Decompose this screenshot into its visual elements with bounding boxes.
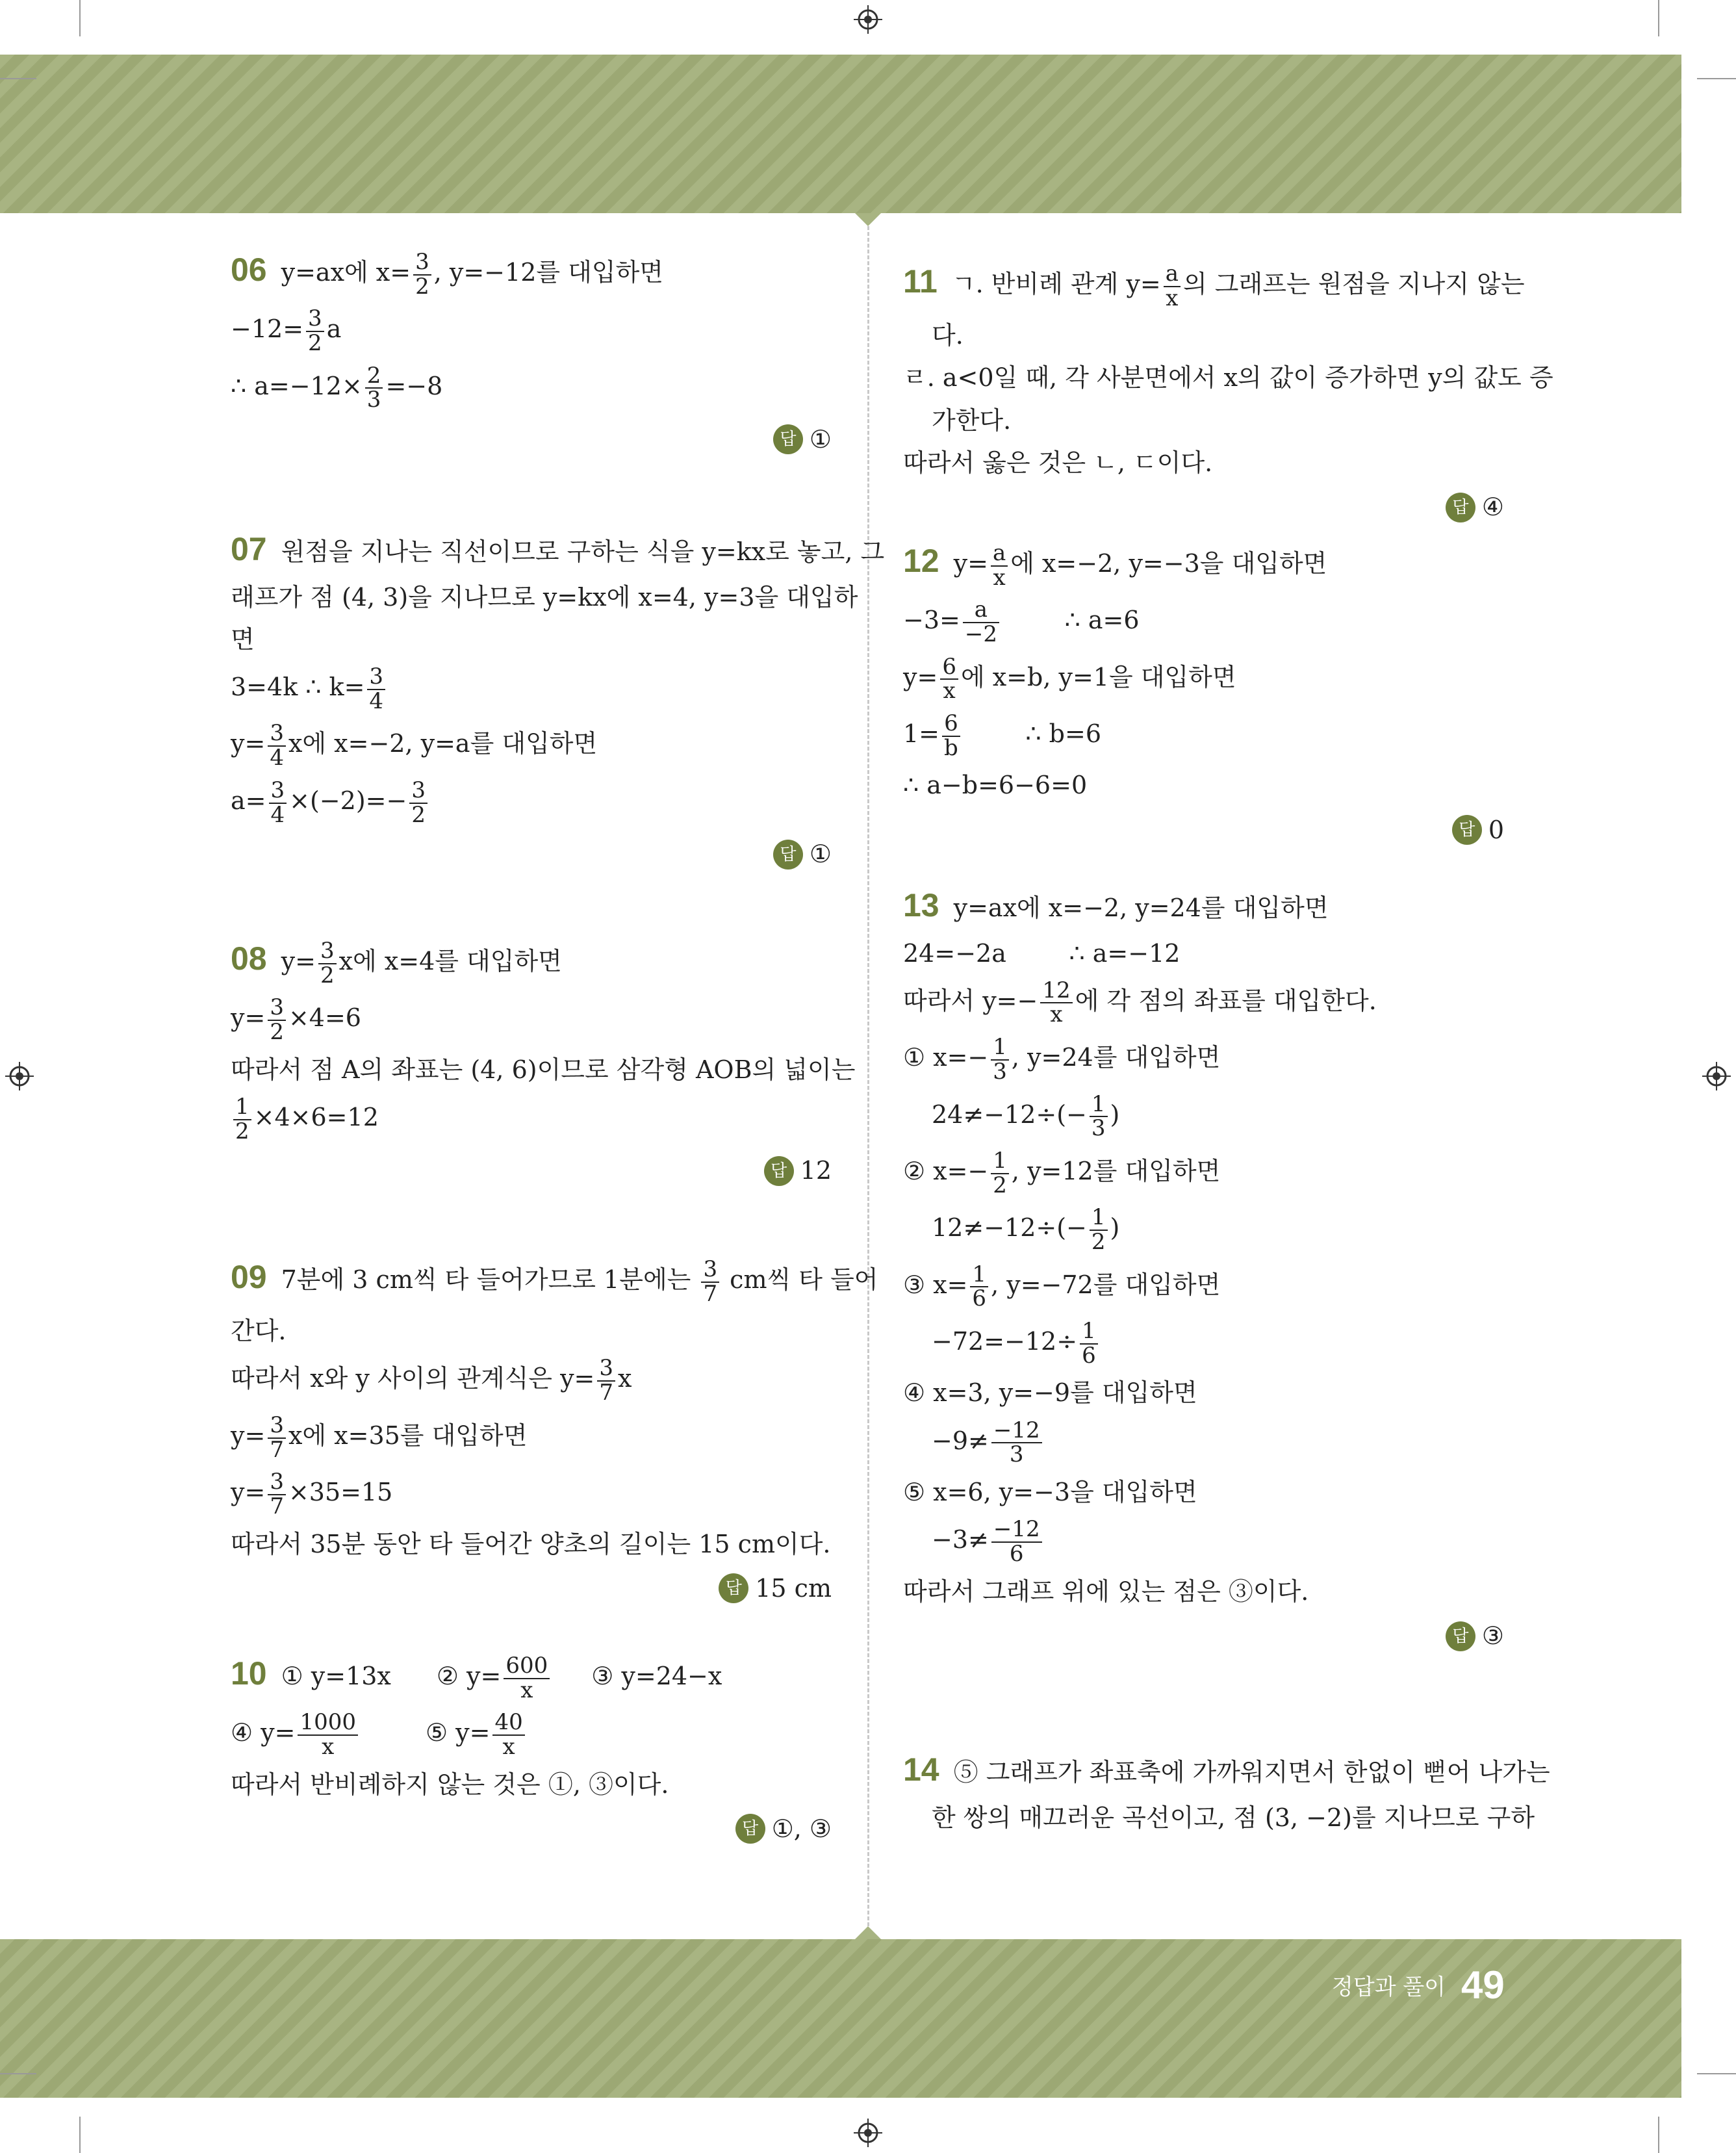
choice-line [903,1263,1504,1311]
fraction [991,1518,1042,1566]
text: x에 x=−2, y=a를 대입하면 [288,729,598,758]
problem-06 [231,248,832,482]
text: y= [903,662,938,691]
answer-text: ① [809,840,832,869]
denominator: 4 [270,745,284,771]
text: y=ax에 x=−2, y=24를 대입하면 [953,894,1329,922]
text: ∴ a=6 [1001,606,1140,635]
text: y=ax에 x= [281,258,411,287]
fraction [409,779,428,827]
numerator: 2 [365,365,383,389]
problem-line: 한 쌍의 매끄러운 곡선이고, 점 (3, −2)를 지나므로 구하 [932,1803,1535,1832]
problem-number: 14 [903,1751,939,1788]
problem-number: 07 [231,531,267,567]
denominator: b [944,734,958,761]
denominator: 4 [369,688,384,714]
denominator: x [322,1733,335,1760]
fraction [504,1652,550,1703]
numerator: 40 [492,1711,524,1736]
answer-row [231,1152,832,1187]
text: cm씩 타 들어 [722,1265,878,1294]
fraction [1080,1320,1098,1367]
denominator: 2 [415,273,429,300]
problem-line [231,1652,832,1702]
problem-12 [903,539,1504,845]
text: ) [1110,1213,1120,1243]
left-column [231,248,885,1860]
denominator: 7 [270,1493,284,1519]
problem-14 [903,1748,1550,1835]
numerator: −12 [991,1419,1042,1444]
choice-result [903,1518,1504,1566]
answer-text: ④ [1481,493,1504,522]
answer-text: ① [809,424,832,454]
problem-line [903,599,1504,646]
denominator: 2 [235,1118,249,1144]
problem-line [231,307,832,355]
answer-row [231,421,832,456]
denominator: 2 [1091,1228,1106,1255]
text: y= [953,549,988,578]
problem-line [231,528,885,572]
denominator: 6 [1082,1342,1096,1369]
option: ④ y= [231,1718,296,1747]
fraction [268,1471,286,1518]
problem-line [903,539,1504,589]
problem-10 [231,1652,832,1860]
numerator: 3 [413,251,431,276]
text: −72=−12÷ [932,1327,1078,1356]
numerator: a [991,542,1008,567]
denominator: −2 [964,621,997,647]
denominator: 2 [993,1172,1007,1198]
answer-text: 12 [800,1156,832,1185]
text: ∴ a=−12× [231,371,363,400]
problem-line [903,1748,1550,1792]
denominator: 7 [599,1380,614,1406]
text: x에 x=4를 대입하면 [338,947,562,975]
denominator: 3 [1009,1441,1024,1468]
answer-badge: 답 [764,1156,794,1186]
text: ×4=6 [288,1003,361,1033]
problem-number: 11 [903,263,938,300]
answer-badge: 답 [719,1573,748,1603]
denominator: x [1050,1001,1063,1028]
text: 3=4k ∴ k= [231,673,365,702]
crop-mark [79,2117,81,2153]
crop-mark [79,0,81,36]
numerator: 3 [306,307,324,332]
choice-result [903,1206,1504,1254]
crop-mark [1658,2117,1659,2153]
problem-line [231,1357,832,1404]
text: −12= [231,315,304,344]
problem-line: 24=−2a ∴ a=−12 [903,938,1181,968]
crop-mark [0,2073,36,2074]
fraction [991,1147,1009,1198]
answer-row [231,836,832,871]
problem-line: 간다. [231,1317,287,1346]
top-band-notch [855,213,881,226]
text: y= [281,947,316,975]
problem-line: ㄹ. a<0일 때, 각 사분면에서 x의 값이 증가하면 y의 값도 증 [903,363,1553,393]
numerator: 3 [268,1414,286,1439]
numerator: −12 [991,1518,1042,1543]
text: 7분에 3 cm씩 타 들어가므로 1분에는 [281,1265,699,1294]
denominator: x [943,678,956,704]
text: 따라서 y=− [903,986,1038,1015]
fraction [413,248,431,300]
answer-row [231,1811,832,1846]
text: , y=−72를 대입하면 [991,1270,1221,1299]
text: 에 x=−2, y=−3을 대입하면 [1010,549,1327,578]
problem-line [231,362,832,413]
problem-08 [231,937,856,1210]
numerator: 1 [1090,1093,1108,1118]
registration-mark-icon [854,2119,882,2147]
problem-number: 06 [231,251,267,288]
problem-line [231,1471,832,1518]
numerator: 3 [597,1357,615,1382]
crop-mark [1697,2073,1736,2074]
answer-row [903,489,1504,524]
numerator: a [1164,263,1181,287]
text: 에 x=b, y=1을 대입하면 [960,662,1236,691]
answer-row [903,1618,1504,1653]
numerator: 1000 [298,1711,358,1736]
problem-line [903,260,1525,311]
denominator: 6 [1009,1541,1024,1567]
problem-line: ∴ a−b=6−6=0 [903,771,1088,800]
option: ① y=13x [281,1662,391,1690]
choice-line [903,1036,1504,1083]
denominator: x [993,564,1006,591]
choice-result [903,1090,1504,1142]
fraction [306,307,324,355]
text: 의 그래프는 원점을 지나지 않는 [1183,270,1525,298]
text: , y=24를 대입하면 [1011,1043,1221,1072]
problem-line [231,1711,832,1759]
fraction [991,1419,1042,1467]
numerator: 600 [504,1655,550,1679]
text: ) [1110,1100,1120,1129]
option: ② y= [436,1662,502,1690]
page-number: 49 [1461,1963,1505,2007]
crop-mark [1697,78,1736,79]
problem-number: 10 [231,1655,267,1692]
problem-line [231,248,832,298]
text: −3≠ [932,1525,989,1554]
problem-line [231,996,832,1044]
option: ③ y=24−x [591,1662,722,1690]
denominator: 2 [308,329,322,356]
right-column [903,260,1553,1844]
denominator: x [1166,285,1179,311]
problem-line: 따라서 반비례하지 않는 것은 ①, ③이다. [231,1770,669,1799]
fraction [269,779,287,827]
answer-text: ③ [1481,1621,1504,1650]
text: x [618,1364,632,1393]
answer-badge: 답 [735,1814,765,1844]
numerator: 1 [991,1150,1009,1174]
denominator: 2 [270,1018,284,1045]
text: 1= [903,719,940,749]
answer-badge: 답 [1446,493,1475,522]
numerator: 3 [268,996,286,1021]
crop-mark [1658,0,1659,36]
problem-line [231,1414,832,1462]
problem-line: 래프가 점 (4, 3)을 지나므로 y=kx에 x=4, y=3을 대입하 [231,582,858,612]
numerator: 3 [268,722,286,747]
choice-line: ④ x=3, y=−9를 대입하면 [903,1378,1197,1408]
denominator: 4 [270,801,285,828]
choice-line [903,1147,1504,1198]
fraction [1090,1206,1108,1254]
top-decorative-band [0,55,1681,213]
column-divider [867,226,869,1926]
numerator: 6 [940,656,958,680]
problem-line [903,979,1504,1027]
numerator: 1 [970,1263,988,1288]
text: 12≠−12÷(− [932,1213,1087,1243]
problem-line [903,653,1504,704]
problem-13 [903,884,1504,1722]
text: ×4×6=12 [253,1103,379,1132]
numerator: 3 [701,1258,719,1283]
answer-badge: 답 [773,424,803,454]
denominator: x [520,1677,533,1703]
answer-text: 15 cm [755,1573,832,1603]
fraction [942,712,960,760]
footer-label: 정답과 풀이 [1332,1974,1446,2000]
registration-mark-icon [1702,1062,1731,1090]
problem-line [231,937,832,987]
registration-mark-icon [5,1062,34,1090]
problem-07 [231,528,885,892]
numerator: 1 [233,1096,251,1120]
choice-line: ⑤ x=6, y=−3을 대입하면 [903,1478,1197,1507]
text: y= [231,1003,266,1033]
text: , y=−12를 대입하면 [433,258,663,287]
fraction [970,1263,988,1311]
problem-line [231,665,832,713]
fraction [940,653,958,704]
fraction [1040,979,1072,1027]
numerator: 1 [991,1036,1009,1061]
problem-line: 따라서 점 A의 좌표는 (4, 6)이므로 삼각형 AOB의 넓이는 [231,1055,856,1084]
text: −9≠ [932,1426,989,1455]
text: 24≠−12÷(− [932,1100,1087,1129]
fraction [701,1258,719,1306]
problem-line: 면 [231,625,255,654]
option: ⑤ y= [425,1718,491,1747]
registration-mark-icon [854,5,882,34]
text: ① x=− [903,1043,989,1072]
numerator: 3 [268,1471,286,1495]
problem-line [903,712,1504,760]
answer-badge: 답 [773,840,803,870]
answer-badge: 답 [1446,1621,1475,1651]
text: y= [231,729,266,758]
numerator: 3 [409,779,428,804]
denominator: 3 [993,1058,1007,1085]
answer-row [903,812,1504,847]
problem-line: 따라서 그래프 위에 있는 점은 ③이다. [903,1577,1309,1606]
numerator: a [963,599,999,623]
problem-number: 13 [903,887,939,923]
text: ×(−2)=− [289,786,407,816]
fraction [963,599,999,646]
problem-line [903,884,1504,928]
fraction [492,1711,524,1759]
denominator: 3 [366,387,381,413]
numerator: 3 [367,665,385,690]
text: y= [231,1478,266,1507]
text: ③ x= [903,1270,968,1299]
fraction [365,362,383,413]
page-footer [1332,1963,1505,2008]
text: ② x=− [903,1157,989,1186]
fraction [367,665,385,713]
crop-mark [0,78,36,79]
fraction [233,1093,251,1144]
problem-line [231,779,832,827]
fraction [268,722,286,769]
fraction [1164,260,1181,311]
fraction [597,1357,615,1404]
problem-line [231,1256,878,1307]
answer-row [231,1570,832,1605]
numerator: 12 [1040,979,1072,1004]
problem-line: 가한다. [932,406,1012,435]
text: ∴ b=6 [962,719,1102,749]
denominator: 2 [320,962,335,988]
denominator: 7 [270,1436,284,1463]
problem-09 [231,1256,878,1619]
problem-line [231,722,832,769]
numerator: 1 [1090,1206,1108,1231]
problem-line: 따라서 옳은 것은 ㄴ, ㄷ이다. [903,448,1213,478]
text: −3= [903,606,960,635]
text: 원점을 지나는 직선이므로 구하는 식을 y=kx로 놓고, 그 [281,537,885,566]
numerator: 1 [1080,1320,1098,1345]
fraction [991,539,1008,591]
problem-line: 다. [932,321,964,350]
text: 따라서 x와 y 사이의 관계식은 y= [231,1364,595,1393]
fraction [268,996,286,1044]
choice-result [903,1419,1504,1467]
text: ⑤ 그래프가 좌표축에 가까워지면서 한없이 뻗어 나가는 [953,1758,1550,1786]
answer-text: ①, ③ [771,1814,832,1843]
denominator: 7 [703,1280,718,1307]
problem-line: 따라서 35분 동안 타 들어간 양초의 길이는 15 cm이다. [231,1529,831,1558]
fraction [268,1414,286,1462]
answer-text: 0 [1488,815,1504,844]
denominator: x [502,1733,515,1760]
text: ×35=15 [288,1478,393,1507]
fraction [1090,1090,1108,1142]
problem-number: 09 [231,1259,267,1295]
fraction [298,1711,358,1759]
problem-11 [903,260,1553,522]
answer-badge: 답 [1452,815,1482,845]
text: 에 각 점의 좌표를 대입한다. [1075,986,1377,1015]
denominator: 3 [1091,1115,1106,1142]
problem-number: 08 [231,940,267,977]
bottom-band-notch [855,1926,881,1939]
numerator: 6 [942,712,960,737]
text: a= [231,786,266,816]
text: ㄱ. 반비례 관계 y= [951,270,1161,298]
fraction [318,937,337,988]
text: y= [231,1421,266,1450]
problem-line [231,1093,832,1144]
text: , y=12를 대입하면 [1011,1157,1221,1186]
choice-result [903,1320,1504,1367]
fraction [991,1036,1009,1083]
denominator: 2 [411,801,426,828]
numerator: 3 [318,940,337,964]
text: a [326,315,342,344]
text: x에 x=35를 대입하면 [288,1421,528,1450]
numerator: 3 [269,779,287,804]
problem-number: 12 [903,543,939,579]
denominator: 6 [972,1285,987,1312]
text: =−8 [385,371,443,400]
